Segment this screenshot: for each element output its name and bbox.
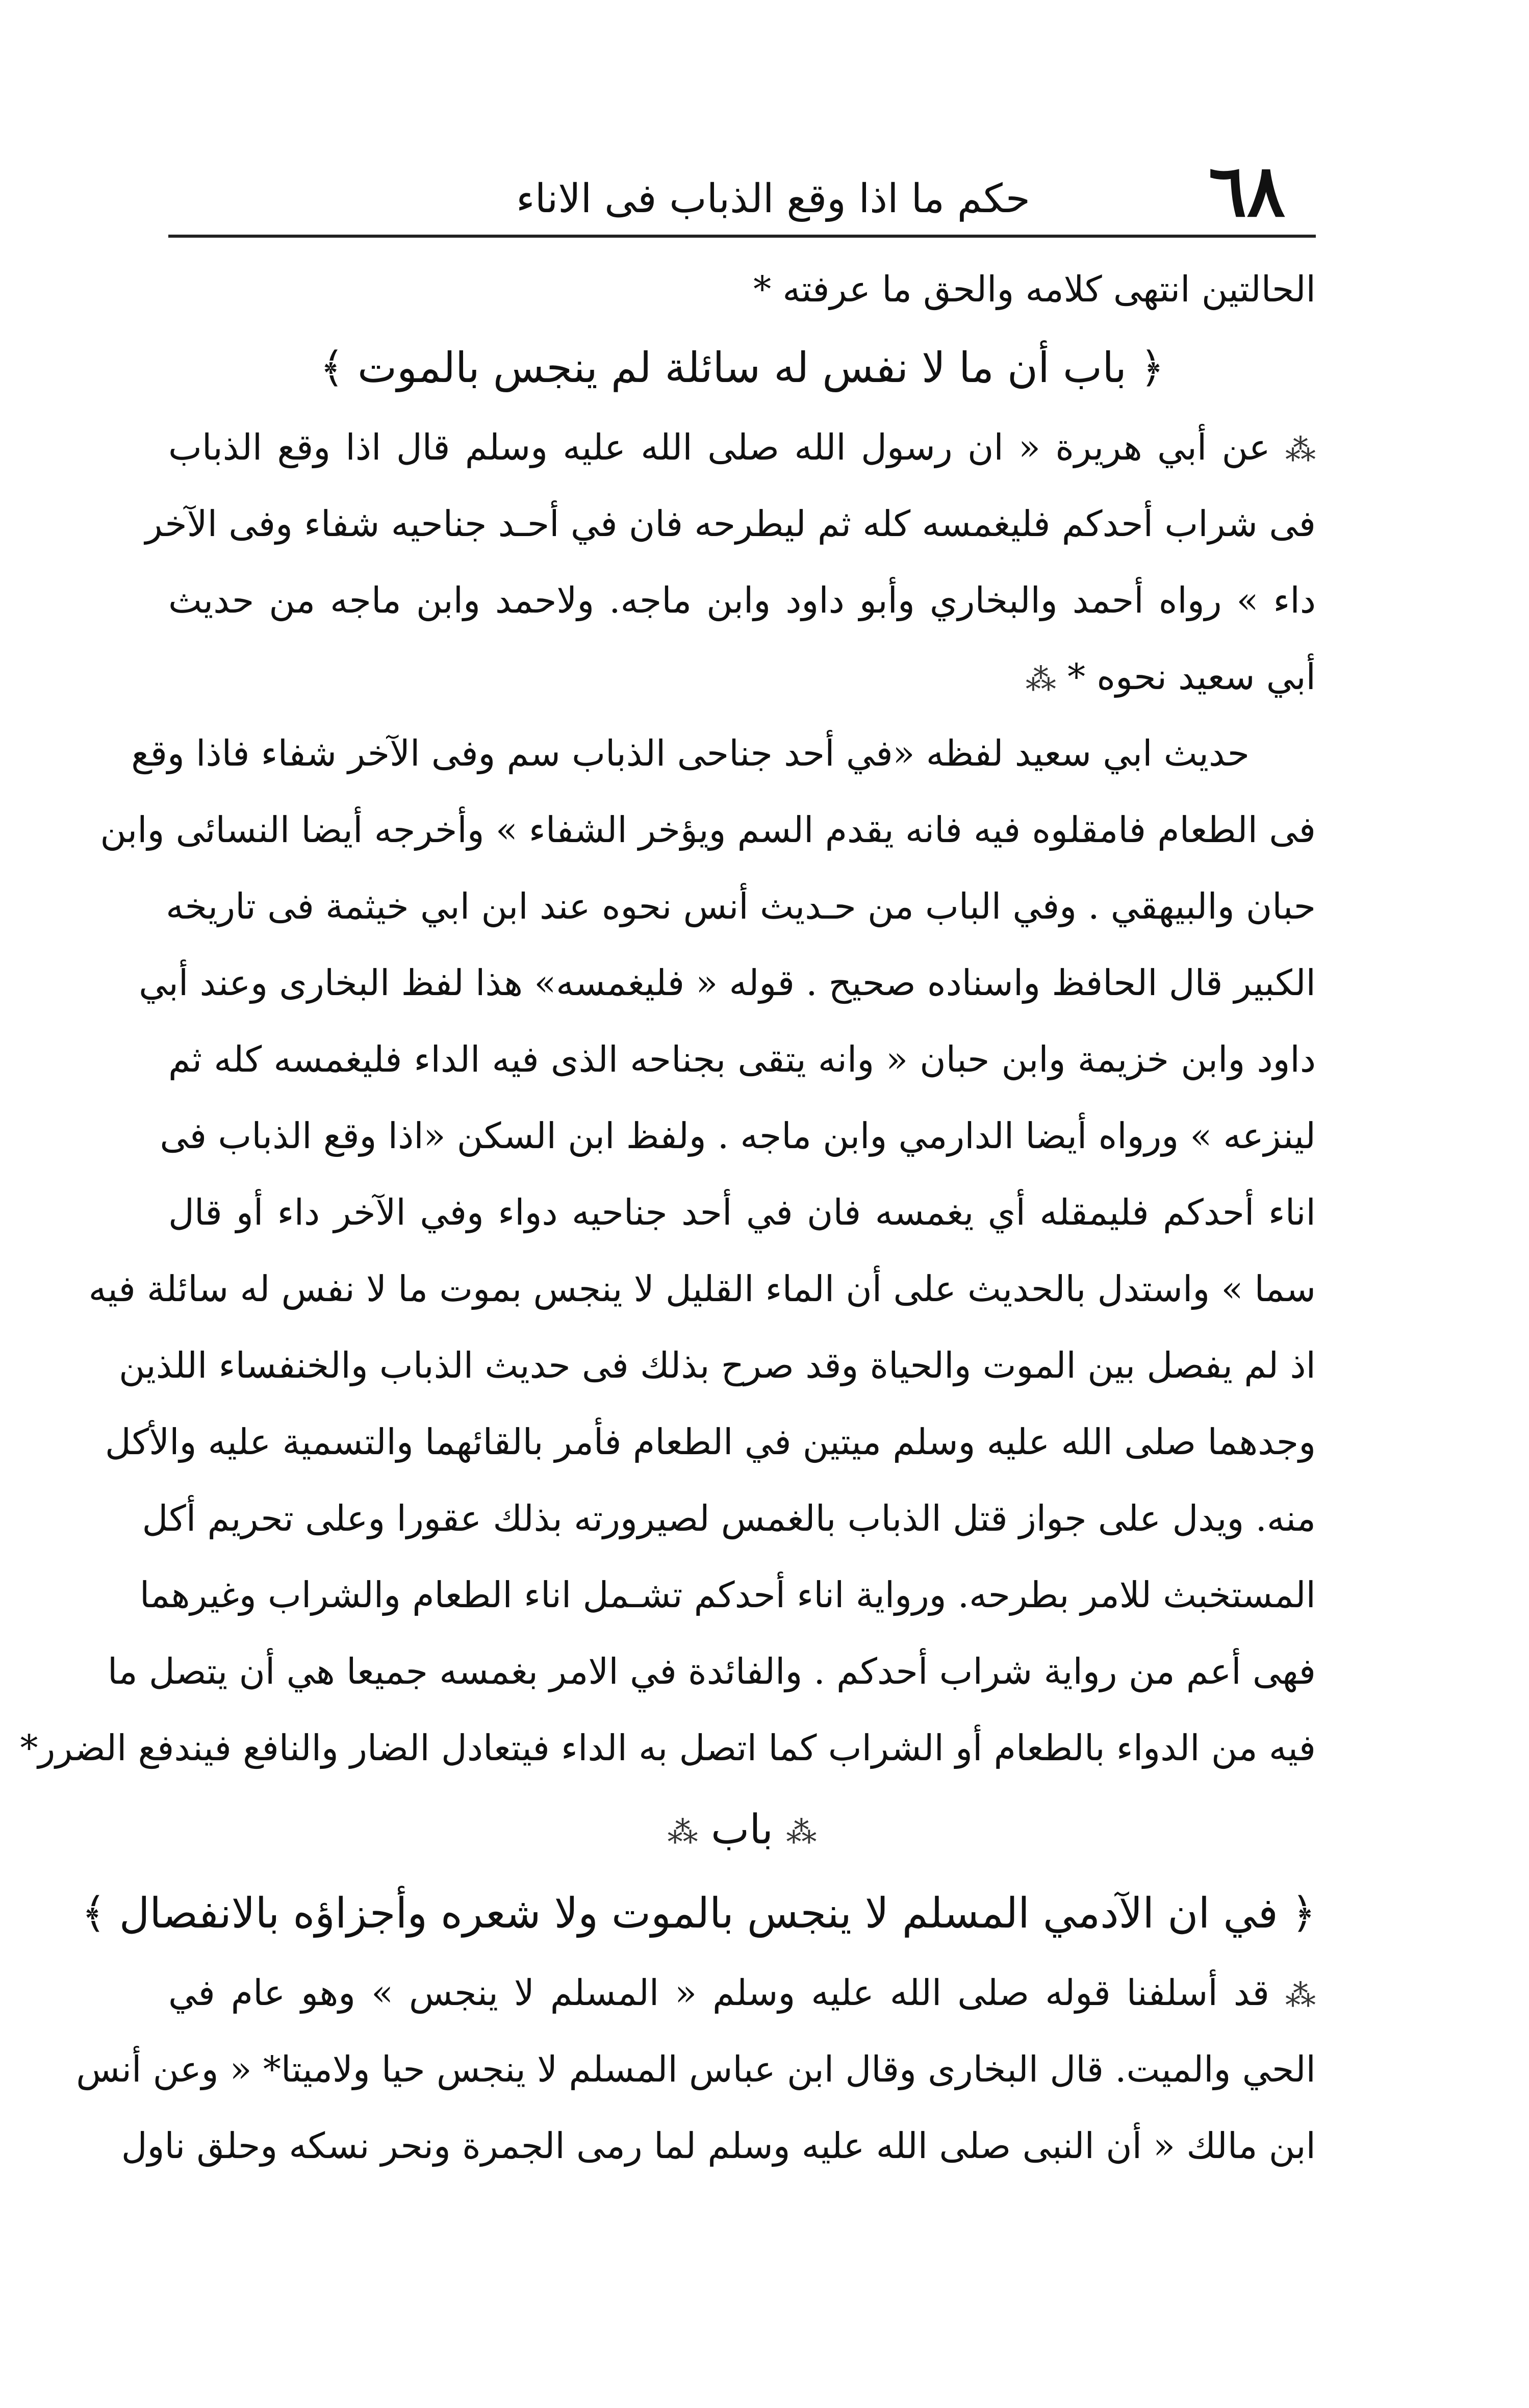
text-line: حبان والبيهقي . وفي الباب من حـديث أنس نحوه عند ابن ابي خيثمة فى تاريخه: [166, 885, 1316, 927]
ornament-icon: ⁂: [667, 1815, 698, 1851]
text-line: ابن مالك « أن النبى صلى الله عليه وسلم لما رمى الجمرة ونحر نسكه وحلق ناول: [121, 2125, 1316, 2167]
text-line: اذ لم يفصل بين الموت والحياة وقد صرح بذلك فى حديث الذباب والخنفساء اللذين: [118, 1345, 1316, 1386]
paragraph-text: قد أسلفنا قوله صلى الله عليه وسلم « المسلم لا ينجس » وهو عام في: [168, 1972, 1269, 2014]
text-line: داود وابن خزيمة وابن حبان « وانه يتقى بجناحه الذى فيه الداء فليغمسه كله ثم: [168, 1038, 1316, 1080]
text-line: حديث ابي سعيد لفظه «في أحد جناحى الذباب سم وفى الآخر شفاء فاذا وقع: [131, 732, 1250, 774]
ornament-icon: ⁂: [1285, 1978, 1316, 2014]
text-line: سما » واستدل بالحديث على أن الماء القليل لا ينجس بموت ما لا نفس له سائلة فيه: [88, 1268, 1316, 1310]
ornament-icon: ⁂: [1025, 662, 1056, 698]
running-title: حكم ما اذا وقع الذباب فى الاناء: [516, 176, 1030, 222]
body-text: [20, 251, 1316, 2184]
bab-divider: [168, 1786, 1316, 1873]
text-line: اناء أحدكم فليمقله أي يغمسه فان في أحد جناحيه دواء وفي الآخر داء أو قال: [168, 1192, 1316, 1233]
text-line: لينزعه » ورواه أيضا الدارمي وابن ماجه . ولفظ ابن السكن «اذا وقع الذباب فى: [160, 1115, 1316, 1157]
text-line: فى الطعام فامقلوه فيه فانه يقدم السم ويؤخر الشفاء » وأخرجه أيضا النسائى وابن: [100, 809, 1316, 851]
text-line: [168, 1955, 1316, 2031]
text-line: فهى أعم من رواية شراب أحدكم . والفائدة في الامر بغمسه جميعا هي أن يتصل ما: [107, 1651, 1316, 1692]
chapter-heading: ﴿ في ان الآدمي المسلم لا ينجس بالموت ولا شعره وأجزاؤه بالانفصال ﴾: [81, 1889, 1316, 1938]
text-line: المستخبث للامر بطرحه. ورواية اناء أحدكم تشـمل اناء الطعام والشراب وغيرهما: [139, 1574, 1316, 1616]
text-line: فى شراب أحدكم فليغمسه كله ثم ليطرحه فان في أحـد جناحيه شفاء وفى الآخر: [145, 503, 1316, 545]
book-page: [20, 149, 1316, 2184]
text-line: الكبير قال الحافظ واسناده صحيح . قوله « فليغمسه» هذا لفظ البخارى وعند أبي: [139, 962, 1316, 1004]
hadith-text: عن أبي هريرة « ان رسول الله صلى الله عليه وسلم قال اذا وقع الذباب: [168, 426, 1270, 468]
text-line: فيه من الدواء بالطعام أو الشراب كما اتصل به الداء فيتعادل الضار والنافع فيندفع الضرر*: [20, 1727, 1316, 1769]
text-line: منه. ويدل على جواز قتل الذباب بالغمس لصيرورته بذلك عقورا وعلى تحريم أكل: [142, 1498, 1316, 1539]
text-line: داء » رواه أحمد والبخاري وأبو داود وابن ماجه. ولاحمد وابن ماجه من حديث: [168, 579, 1316, 621]
chapter-heading: ﴿ باب أن ما لا نفس له سائلة لم ينجس بالموت ﴾: [319, 344, 1165, 392]
text-line: وجدهما صلى الله عليه وسلم ميتين في الطعام فأمر بالقائهما والتسمية عليه والأكل: [105, 1421, 1316, 1463]
page-header: [168, 149, 1316, 238]
hadith-text: أبي سعيد نحوه *: [1067, 656, 1316, 698]
bab-label: باب: [711, 1806, 773, 1853]
text-line: الحي والميت. قال البخارى وقال ابن عباس المسلم لا ينجس حيا ولاميتا* « وعن أنس: [76, 2048, 1316, 2090]
ornament-icon: ⁂: [786, 1815, 817, 1851]
page-number: ٦٨: [1208, 149, 1285, 233]
hadith-line: [168, 409, 1316, 486]
ornament-icon: ⁂: [1285, 433, 1316, 468]
text-line: الحالتين انتهى كلامه والحق ما عرفته *: [753, 268, 1316, 310]
hadith-end-line: [168, 639, 1316, 715]
